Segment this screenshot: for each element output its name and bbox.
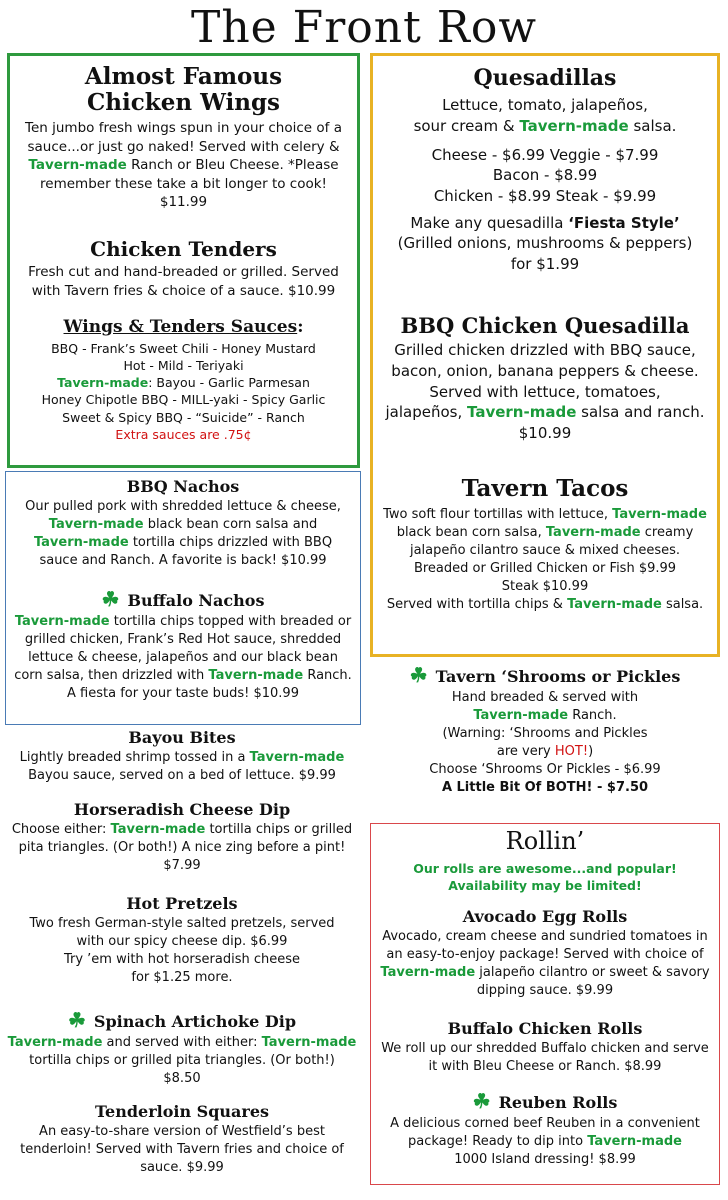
quesadillas-box <box>370 53 720 657</box>
horseradish-price: $7.99 <box>163 858 201 874</box>
bbq-nachos-desc-4: sauce and Ranch. A favorite is back! $10.99 <box>39 553 327 569</box>
tenderloin-desc-3: sauce. $9.99 <box>140 1160 224 1176</box>
wings-section <box>10 64 357 212</box>
bbq-quesadilla-title: BBQ Chicken Quesadilla <box>400 313 690 338</box>
tenderloin-desc-1: An easy-to-share version of Westfield’s best <box>39 1124 325 1140</box>
bbq-nachos-section <box>6 478 360 570</box>
shamrock-icon: ☘ <box>472 1089 491 1113</box>
spinach-price: $8.50 <box>163 1070 201 1086</box>
buffalo-nachos-desc-3: lettuce & cheese, jalapeños and our black bean <box>28 649 338 665</box>
fiesta-style: ‘Fiesta Style’ <box>568 213 680 232</box>
rollin-title: Rollin’ <box>505 827 585 855</box>
tenders-title: Chicken Tenders <box>90 237 277 261</box>
spinach-section <box>0 1009 364 1088</box>
bayou-desc-2: Bayou sauce, served on a bed of lettuce. $9.99 <box>28 768 336 784</box>
bbq-quesadilla-desc-4b: salsa and ranch. <box>576 403 705 422</box>
buffalo-rolls-desc-2: it with Bleu Cheese or Ranch. $8.99 <box>428 1059 662 1075</box>
pretzels-desc-3: Try ’em with hot horseradish cheese <box>63 952 301 968</box>
shrooms-desc-2: Ranch. <box>568 707 617 723</box>
tavern-made-tag: Tavern-made <box>48 517 144 533</box>
bbq-nachos-desc-2: black bean corn salsa and <box>143 517 318 533</box>
buffalo-nachos-section <box>6 588 360 703</box>
rollin-note-2: Availability may be limited! <box>448 877 642 893</box>
tacos-desc-5: Steak $10.99 <box>501 579 589 595</box>
bayou-desc-1a: Lightly breaded shrimp tossed in a <box>19 750 250 766</box>
sauces-title: Wings & Tenders Sauces <box>63 317 298 337</box>
avocado-desc-1: Avocado, cream cheese and sundried tomatoes in <box>382 929 708 945</box>
sauces-line-1: BBQ - Frank’s Sweet Chili - Honey Mustard <box>51 340 316 356</box>
tacos-desc-2b: creamy <box>640 525 694 541</box>
sauces-line-2: Hot - Mild - Teriyaki <box>123 357 244 373</box>
tavern-made-tag: Tavern-made <box>467 403 577 422</box>
avocado-desc-3: jalapeño cilantro or sweet & savory <box>475 965 710 981</box>
bbq-quesadilla-desc-4a: jalapeños, <box>385 403 468 422</box>
tacos-desc-1a: Two soft flour tortillas with lettuce, <box>383 507 613 523</box>
quesadillas-price-3: Chicken - $8.99 Steak - $9.99 <box>433 187 657 206</box>
buffalo-nachos-desc-5: A fiesta for your taste buds! $10.99 <box>67 685 299 701</box>
tenders-desc-2: with Tavern fries & choice of a sauce. $10.99 <box>31 282 336 299</box>
reuben-section <box>371 1090 719 1169</box>
tavern-made-tag: Tavern-made <box>473 707 569 723</box>
pretzels-desc-1: Two fresh German-style salted pretzels, served <box>29 916 335 932</box>
hot-warning: HOT! <box>554 743 589 759</box>
tacos-desc-6a: Served with tortilla chips & <box>386 597 568 613</box>
wings-desc-4: remember these take a bit longer to cook! <box>40 175 327 192</box>
tavern-made-tag: Tavern-made <box>249 750 345 766</box>
spinach-title: Spinach Artichoke Dip <box>93 1012 297 1031</box>
wings-title-line-2: Chicken Wings <box>87 89 280 117</box>
shamrock-icon: ☘ <box>67 1008 86 1032</box>
bbq-quesadilla-section <box>373 314 717 444</box>
tacos-title: Tavern Tacos <box>461 475 629 502</box>
shrooms-desc-4a: are very <box>496 743 555 759</box>
tenders-section <box>10 238 357 300</box>
bbq-quesadilla-desc-3: Served with lettuce, tomatoes, <box>429 382 661 401</box>
quesadillas-desc-2b: salsa. <box>628 116 677 135</box>
tavern-made-tag: Tavern-made <box>33 535 129 551</box>
avocado-section <box>371 908 719 1000</box>
shamrock-icon: ☘ <box>101 587 120 611</box>
tavern-made-tag: Tavern-made <box>612 507 707 523</box>
tenderloin-section <box>0 1103 364 1177</box>
reuben-title: Reuben Rolls <box>498 1093 618 1112</box>
tacos-section <box>373 476 717 614</box>
tacos-desc-3: jalapeño cilantro sauce & mixed cheeses. <box>409 543 681 559</box>
pretzels-desc-4: for $1.25 more. <box>131 970 233 986</box>
pretzels-title: Hot Pretzels <box>126 894 238 913</box>
shrooms-title: Tavern ‘Shrooms or Pickles <box>435 667 681 686</box>
shamrock-icon: ☘ <box>409 663 428 687</box>
sauces-section <box>10 318 357 443</box>
tavern-made-tag: Tavern-made <box>110 822 206 838</box>
sauces-line-3: : Bayou - Garlic Parmesan <box>148 375 310 391</box>
bbq-quesadilla-desc-1: Grilled chicken drizzled with BBQ sauce, <box>394 341 696 360</box>
wings-box <box>7 53 360 468</box>
buffalo-rolls-title: Buffalo Chicken Rolls <box>447 1019 643 1038</box>
sauces-title-colon: : <box>297 317 304 337</box>
tenders-desc-1: Fresh cut and hand-breaded or grilled. Served <box>28 264 339 280</box>
quesadillas-price-2: Bacon - $8.99 <box>492 166 598 185</box>
wings-desc-3: Ranch or Bleu Cheese. *Please <box>126 157 339 174</box>
avocado-desc-4: dipping sauce. $9.99 <box>476 983 614 999</box>
horseradish-desc-2: pita triangles. (Or both!) A nice zing before a pint! <box>18 840 346 856</box>
shrooms-section <box>370 664 720 797</box>
tavern-made-tag: Tavern-made <box>14 614 110 629</box>
buffalo-nachos-desc-2: grilled chicken, Frank’s Red Hot sauce, shredded <box>24 631 342 647</box>
tavern-made-tag: Tavern-made <box>57 375 149 391</box>
buffalo-nachos-desc-4a: corn salsa, then drizzled with <box>14 667 209 683</box>
tavern-made-tag: Tavern-made <box>7 1035 103 1050</box>
bayou-section <box>0 729 364 785</box>
pretzels-section <box>0 895 364 987</box>
sauces-extra-note: Extra sauces are .75¢ <box>115 426 252 442</box>
shrooms-desc-1: Hand breaded & served with <box>451 690 639 705</box>
quesadillas-section <box>373 66 717 275</box>
quesadillas-desc-1: Lettuce, tomato, jalapeños, <box>442 96 648 115</box>
spinach-desc-2: tortilla chips or grilled pita triangles. (Or both!) <box>29 1052 335 1068</box>
wings-title-line-1: Almost Famous <box>84 63 283 90</box>
fiesta-line-1a: Make any quesadilla <box>410 213 569 232</box>
left-column-lower <box>0 727 364 1197</box>
quesadillas-title: Quesadillas <box>473 65 617 91</box>
wings-price: $11.99 <box>159 194 208 211</box>
tavern-made-tag: Tavern-made <box>380 965 476 981</box>
reuben-desc-3: 1000 Island dressing! $8.99 <box>454 1151 636 1167</box>
tacos-desc-6b: salsa. <box>661 597 704 613</box>
rollin-note-1: Our rolls are awesome...and popular! <box>413 860 677 876</box>
quesadillas-desc-2a: sour cream & <box>413 116 520 135</box>
wings-desc-1: Ten jumbo fresh wings spun in your choice of a <box>25 119 342 136</box>
rollin-box <box>370 823 720 1185</box>
bbq-nachos-desc-3: tortilla chips drizzled with BBQ <box>128 535 333 551</box>
horseradish-desc-1a: Choose either: <box>11 822 111 838</box>
tenderloin-desc-2: tenderloin! Served with Tavern fries and choice of <box>20 1142 344 1158</box>
fiesta-line-2: (Grilled onions, mushrooms & peppers) <box>397 234 693 253</box>
tavern-made-tag: Tavern-made <box>261 1035 357 1050</box>
tavern-made-tag: Tavern-made <box>567 597 662 613</box>
bayou-title: Bayou Bites <box>128 728 236 747</box>
horseradish-title: Horseradish Cheese Dip <box>73 800 291 819</box>
quesadillas-price-1: Cheese - $6.99 Veggie - $7.99 <box>431 145 659 164</box>
bbq-nachos-desc-1: Our pulled pork with shredded lettuce & cheese, <box>25 499 341 515</box>
rollin-section <box>371 828 719 894</box>
bbq-quesadilla-price: $10.99 <box>518 423 572 442</box>
tacos-desc-2a: black bean corn salsa, <box>396 525 546 541</box>
bbq-quesadilla-desc-2: bacon, onion, banana peppers & cheese. <box>391 361 699 380</box>
tenderloin-title: Tenderloin Squares <box>94 1102 270 1121</box>
spinach-desc-1: and served with either: <box>102 1035 262 1050</box>
buffalo-nachos-desc-1: tortilla chips topped with breaded or <box>109 614 352 629</box>
fiesta-line-3: for $1.99 <box>510 255 580 274</box>
tavern-made-tag: Tavern-made <box>587 1133 682 1149</box>
tavern-made-tag: Tavern-made <box>519 116 629 135</box>
horseradish-section <box>0 801 364 875</box>
buffalo-nachos-desc-4b: Ranch. <box>303 667 352 683</box>
nachos-box <box>5 471 361 725</box>
menu-title: The Front Row <box>190 2 538 53</box>
reuben-desc-1: A delicious corned beef Reuben in a convenient <box>390 1116 700 1131</box>
tavern-made-tag: Tavern-made <box>208 667 304 683</box>
shrooms-price-1: Choose ‘Shrooms Or Pickles - $6.99 <box>429 761 661 777</box>
buffalo-nachos-title: Buffalo Nachos <box>127 591 265 610</box>
shrooms-desc-4c: ) <box>588 743 594 759</box>
tacos-desc-4: Breaded or Grilled Chicken or Fish $9.99 <box>413 561 677 577</box>
tavern-made-tag: Tavern-made <box>545 525 641 541</box>
avocado-title: Avocado Egg Rolls <box>462 907 628 926</box>
tavern-made-tag: Tavern-made <box>28 157 127 174</box>
bbq-nachos-title: BBQ Nachos <box>126 477 240 496</box>
shrooms-price-2: A Little Bit Of BOTH! - $7.50 <box>441 779 649 795</box>
reuben-desc-2a: package! Ready to dip into <box>408 1133 588 1149</box>
pretzels-desc-2: with our spicy cheese dip. $6.99 <box>76 934 288 950</box>
shrooms-area <box>370 664 720 814</box>
horseradish-desc-1b: tortilla chips or grilled <box>205 822 353 838</box>
shrooms-desc-3: (Warning: ‘Shrooms and Pickles <box>442 725 648 741</box>
sauces-line-4: Honey Chipotle BBQ - MILL-yaki - Spicy Garlic <box>41 392 326 408</box>
buffalo-rolls-desc-1: We roll up our shredded Buffalo chicken and serve <box>381 1041 709 1057</box>
avocado-desc-2: an easy-to-enjoy package! Served with choice of <box>386 947 704 963</box>
buffalo-rolls-section <box>371 1020 719 1076</box>
wings-desc-2: sauce...or just go naked! Served with celery & <box>27 138 340 155</box>
sauces-line-5: Sweet & Spicy BBQ - “Suicide” - Ranch <box>62 409 305 425</box>
